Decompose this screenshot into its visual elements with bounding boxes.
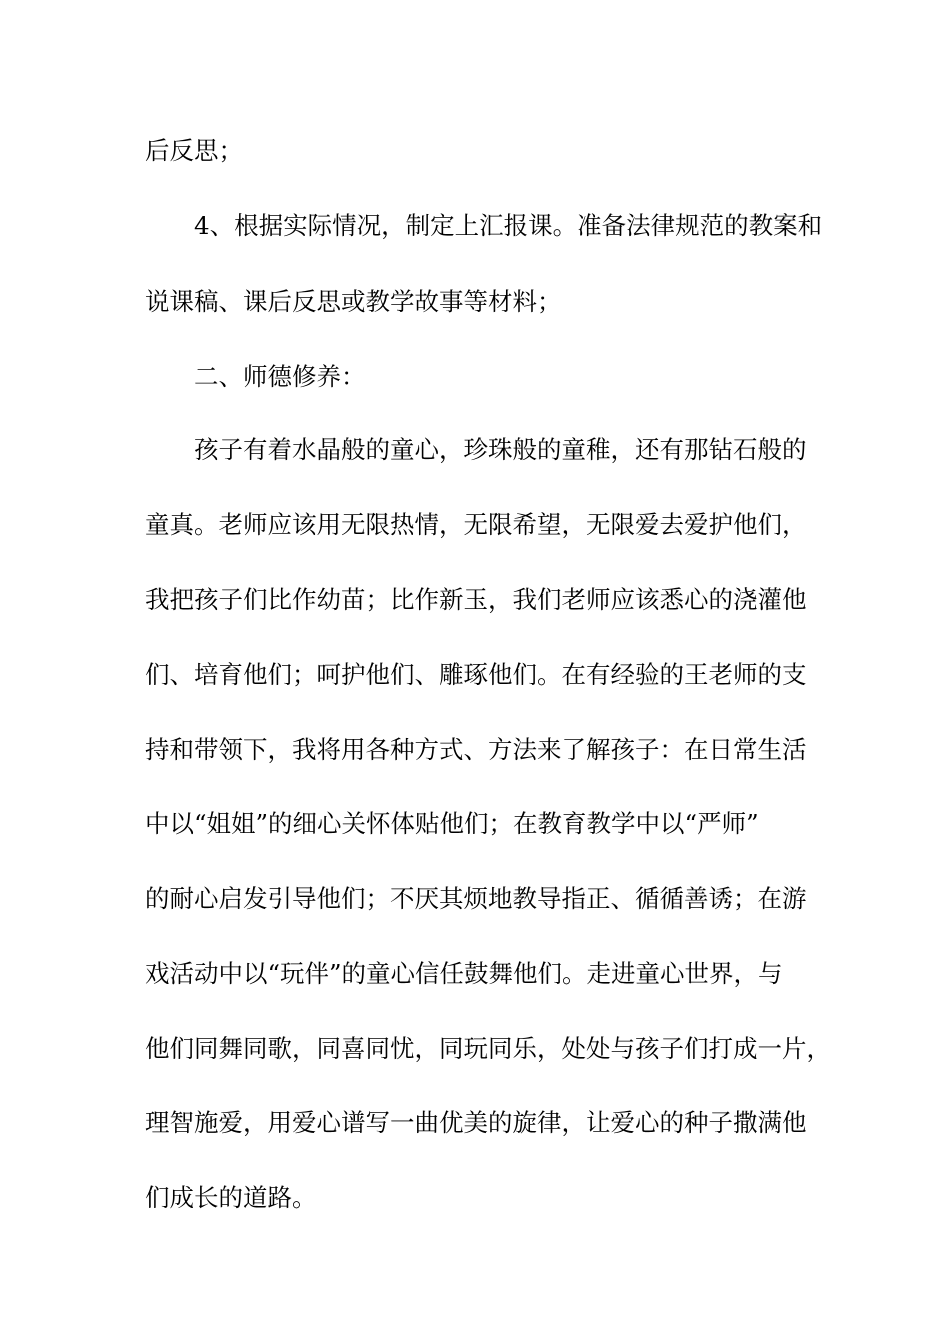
text-line: 理智施爱，用爱心谱写一曲优美的旋律，让爱心的种子撒满他 <box>145 1108 807 1137</box>
text-line: 中以“姐姐”的细心关怀体贴他们；在教育教学中以“严师” <box>145 809 759 838</box>
text-line: 们成长的道路。 <box>145 1183 317 1212</box>
text-line: 持和带领下，我将用各种方式、方法来了解孩子：在日常生活 <box>145 735 807 764</box>
text-line: 童真。老师应该用无限热情，无限希望，无限爱去爱护他们， <box>145 510 807 539</box>
text-line: 4、根据实际情况，制定上汇报课。准备法律规范的教案和 <box>194 211 823 240</box>
section-heading: 二、师德修养： <box>194 362 366 391</box>
text-line: 们、培育他们；呵护他们、雕琢他们。在有经验的王老师的支 <box>145 660 807 689</box>
text-line: 说课稿、课后反思或教学故事等材料； <box>145 287 562 316</box>
text-line: 的耐心启发引导他们；不厌其烦地教导指正、循循善诱；在游 <box>145 884 807 913</box>
text-line: 孩子有着水晶般的童心，珍珠般的童稚，还有那钻石般的 <box>194 435 807 464</box>
text-line: 他们同舞同歌，同喜同忧，同玩同乐，处处与孩子们打成一片， <box>145 1034 831 1063</box>
text-line: 戏活动中以“玩伴”的童心信任鼓舞他们。走进童心世界，与 <box>145 959 783 988</box>
text-line: 我把孩子们比作幼苗；比作新玉，我们老师应该悉心的浇灌他 <box>145 585 807 614</box>
text-line: 后反思； <box>145 136 243 165</box>
